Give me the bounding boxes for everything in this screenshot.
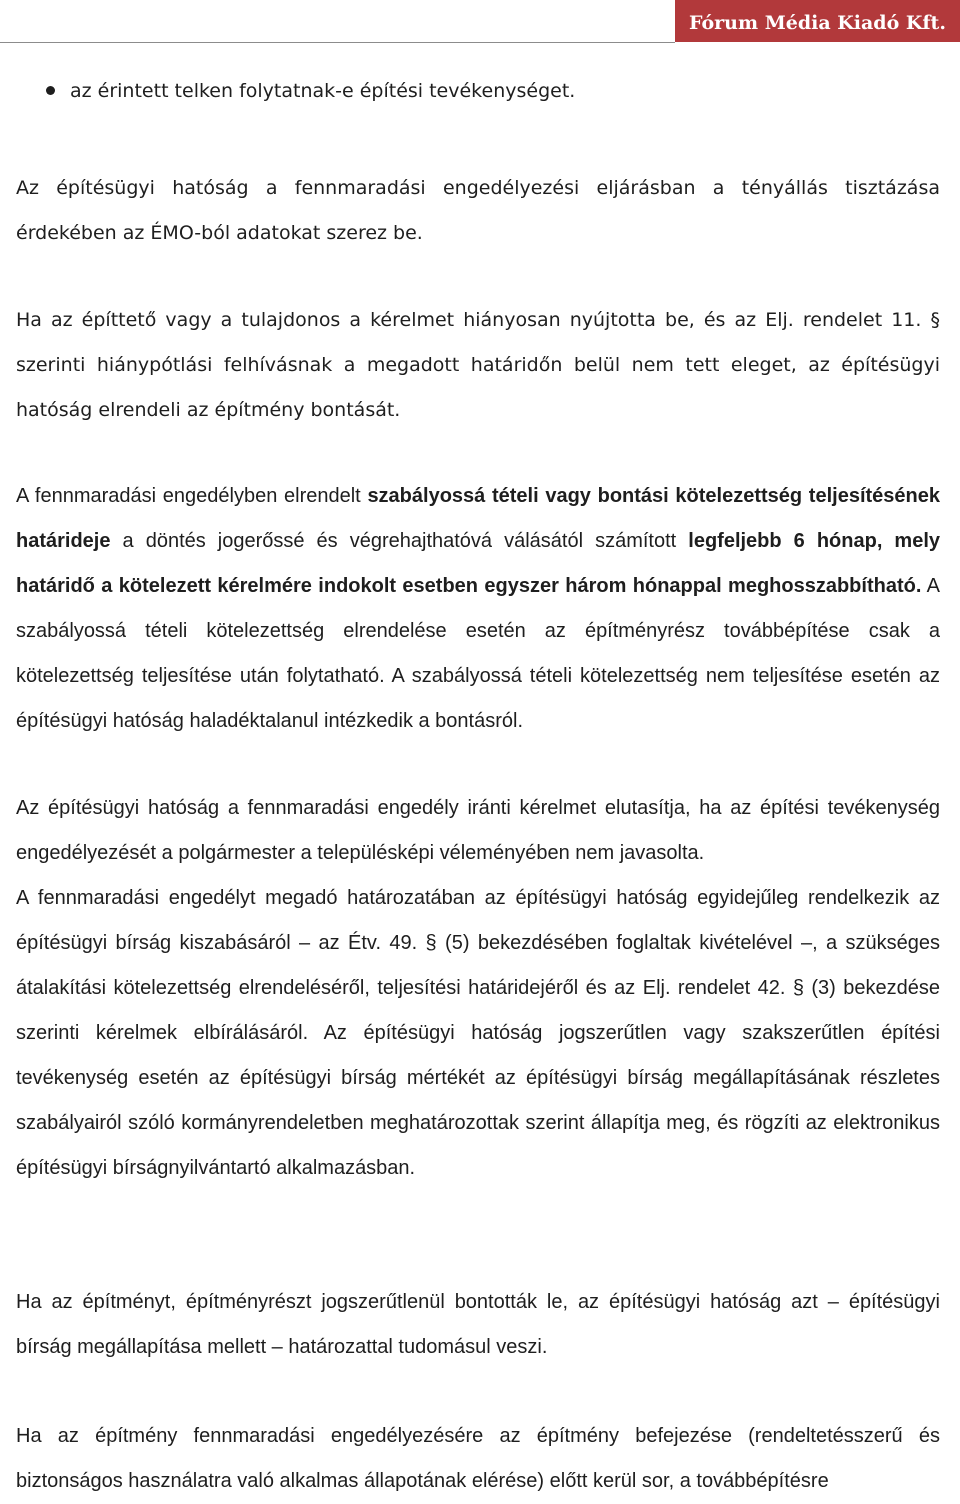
paragraph-deadline: [16, 474, 940, 744]
text-segment: A fennmaradási engedélyben elrendelt: [16, 485, 368, 507]
paragraph-rejection: Az építésügyi hatóság a fennmaradási engedély iránti kérelmet elutasítja, ha az építési tevékenység engedélyezését a polgármester a településképi véleményében nem javasolta.: [16, 797, 940, 864]
paragraph-demolition: Ha az építményt, építményrészt jogszerűtlenül bontották le, az építésügyi hatóság azt – építésügyi bírság megállapítása mellett – határozattal tudomásul veszi.: [16, 1291, 940, 1358]
paragraph-continuation: Ha az építmény fennmaradási engedélyezésére az építmény befejezése (rendeltetésszerű és biztonságos használatra való alkalmas állapotának elérése) előtt kerül sor, a továbbépítésre: [16, 1425, 940, 1492]
list-item: [70, 76, 940, 106]
publisher-banner: Fórum Média Kiadó Kft.: [675, 0, 960, 42]
text-segment: a döntés jogerőssé és végrehajthatóvá válásától számított: [110, 530, 689, 552]
paragraph-missing-documents: Ha az építtető vagy a tulajdonos a kérelmet hiányosan nyújtotta be, és az Elj. rendelet 11. § szerinti hiánypótlási felhívásnak a megadott határidőn belül nem tett eleget, az építésügyi hatóság elrendeli az építmény bontását.: [16, 309, 940, 421]
bullet-icon: [46, 86, 55, 95]
bold-segment: szabályossá tételi vagy bontási kötelezettség teljesítésének határideje: [16, 485, 940, 552]
bold-segment: legfeljebb 6 hónap, mely határidő a kötelezett kérelmére indokolt esetben egyszer három hónappal meghosszabbítható.: [16, 530, 941, 597]
header-rule: [0, 42, 675, 43]
text-segment: A szabályossá tételi kötelezettség elrendelése esetén az építményrész továbbépítése csak a kötelezettség teljesítése után folytatható. A szabályossá tételi kötelezettség nem teljesítése esetén az építésügyi hatóság haladéktalanul intézkedik a bontásról.: [16, 575, 941, 732]
paragraph-fine: A fennmaradási engedélyt megadó határozatában az építésügyi hatóság egyidejűleg rendelkezik az építésügyi bírság kiszabásáról – az Étv. 49. § (5) bekezdésében foglaltak kivételével –, a szükséges átalakítási kötelezettség elrendeléséről, teljesítési határidejéről és az Elj. rendelet 42. § (3) bekezdése szerinti kérelmek elbírálásáról. Az építésügyi hatóság jogszerűtlen vagy szakszerűtlen építési tevékenység esetén az építésügyi bírság mértékét az építésügyi bírság megállapításának részletes szabályairól szóló kormányrendeletben meghatározottak szerint állapítja meg, és rögzíti az elektronikus építésügyi bírságnyilvántartó alkalmazásban.: [16, 887, 940, 1179]
paragraph-data-collection: Az építésügyi hatóság a fennmaradási engedélyezési eljárásban a tényállás tisztázása érdekében az ÉMO-ból adatokat szerez be.: [16, 177, 940, 244]
list-item-text: az érintett telken folytatnak-e építési tevékenységet.: [70, 80, 576, 102]
